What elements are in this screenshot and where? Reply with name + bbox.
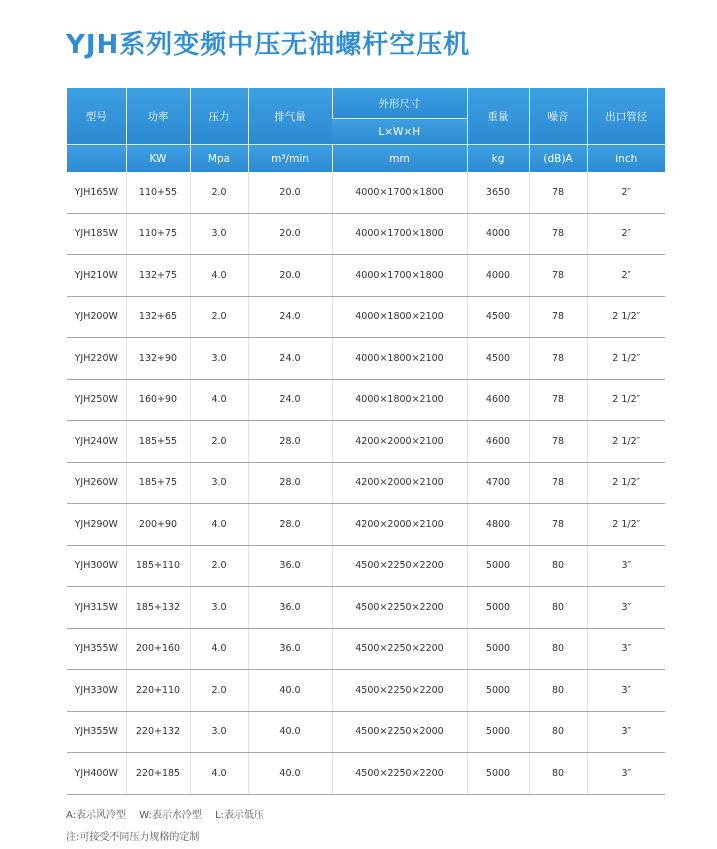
- cell-outlet: 3″: [587, 753, 665, 795]
- unit-weight: kg: [467, 145, 529, 173]
- cell-power: 132+65: [126, 296, 190, 338]
- cell-model: YJH260W: [67, 462, 126, 504]
- cell-power: 185+132: [126, 587, 190, 629]
- cell-air-delivery: 40.0: [248, 753, 332, 795]
- cell-dimensions: 4500×2250×2200: [332, 670, 467, 712]
- cell-air-delivery: 24.0: [248, 338, 332, 380]
- unit-model: [67, 145, 126, 173]
- cell-air-delivery: 24.0: [248, 379, 332, 421]
- cell-power: 200+160: [126, 628, 190, 670]
- cell-dimensions: 4000×1800×2100: [332, 296, 467, 338]
- table-row: [67, 587, 665, 629]
- cell-dimensions: 4200×2000×2100: [332, 421, 467, 463]
- cell-air-delivery: 20.0: [248, 172, 332, 213]
- units-row: [67, 145, 665, 173]
- unit-power: KW: [126, 145, 190, 173]
- cell-pressure: 3.0: [190, 338, 248, 380]
- cell-dimensions: 4500×2250×2000: [332, 711, 467, 753]
- cell-pressure: 3.0: [190, 462, 248, 504]
- cell-noise: 78: [529, 296, 587, 338]
- cell-air-delivery: 28.0: [248, 504, 332, 546]
- cell-outlet: 2″: [587, 255, 665, 297]
- cell-pressure: 4.0: [190, 255, 248, 297]
- header-pressure: 压力: [190, 88, 248, 145]
- cell-outlet: 3″: [587, 670, 665, 712]
- cell-pressure: 2.0: [190, 670, 248, 712]
- cell-model: YJH355W: [67, 628, 126, 670]
- cell-noise: 80: [529, 545, 587, 587]
- cell-noise: 80: [529, 753, 587, 795]
- cell-weight: 4700: [467, 462, 529, 504]
- cell-dimensions: 4000×1800×2100: [332, 338, 467, 380]
- table-row: [67, 504, 665, 546]
- cell-pressure: 4.0: [190, 628, 248, 670]
- cell-power: 132+75: [126, 255, 190, 297]
- cell-air-delivery: 40.0: [248, 670, 332, 712]
- cell-noise: 80: [529, 587, 587, 629]
- header-noise: 噪音: [529, 88, 587, 145]
- cell-power: 185+75: [126, 462, 190, 504]
- cell-weight: 4000: [467, 213, 529, 255]
- cell-dimensions: 4200×2000×2100: [332, 462, 467, 504]
- cell-model: YJH355W: [67, 711, 126, 753]
- page-title: YJH系列变频中压无油螺杆空压机: [66, 30, 471, 60]
- cell-weight: 4600: [467, 379, 529, 421]
- cell-model: YJH300W: [67, 545, 126, 587]
- cell-weight: 5000: [467, 711, 529, 753]
- cell-air-delivery: 20.0: [248, 213, 332, 255]
- cell-power: 110+75: [126, 213, 190, 255]
- cell-outlet: 2 1/2″: [587, 462, 665, 504]
- cell-weight: 5000: [467, 628, 529, 670]
- cell-weight: 4600: [467, 421, 529, 463]
- cell-dimensions: 4000×1700×1800: [332, 255, 467, 297]
- table-row: [67, 421, 665, 463]
- unit-dimensions: mm: [332, 145, 467, 173]
- cell-outlet: 3″: [587, 545, 665, 587]
- cell-weight: 5000: [467, 587, 529, 629]
- cell-weight: 5000: [467, 670, 529, 712]
- table-row: [67, 711, 665, 753]
- cell-model: YJH290W: [67, 504, 126, 546]
- legend-low-pressure: L:表示低压: [215, 810, 265, 821]
- cell-weight: 3650: [467, 172, 529, 213]
- cell-dimensions: 4000×1700×1800: [332, 213, 467, 255]
- cell-air-delivery: 24.0: [248, 296, 332, 338]
- header-outlet: 出口管径: [587, 88, 665, 145]
- cell-dimensions: 4500×2250×2200: [332, 545, 467, 587]
- cell-power: 160+90: [126, 379, 190, 421]
- cell-outlet: 3″: [587, 711, 665, 753]
- cell-model: YJH315W: [67, 587, 126, 629]
- legend-note: [66, 806, 274, 821]
- cell-dimensions: 4500×2250×2200: [332, 753, 467, 795]
- cell-air-delivery: 28.0: [248, 421, 332, 463]
- cell-noise: 78: [529, 421, 587, 463]
- cell-weight: 4500: [467, 296, 529, 338]
- cell-pressure: 3.0: [190, 587, 248, 629]
- cell-pressure: 2.0: [190, 421, 248, 463]
- header-power: 功率: [126, 88, 190, 145]
- cell-pressure: 4.0: [190, 504, 248, 546]
- table-row: [67, 296, 665, 338]
- cell-power: 220+185: [126, 753, 190, 795]
- table-row: [67, 545, 665, 587]
- table-header: [67, 88, 665, 172]
- cell-noise: 78: [529, 255, 587, 297]
- legend-air-cooled: A:表示风冷型: [66, 810, 127, 821]
- cell-pressure: 3.0: [190, 711, 248, 753]
- header-dimensions: 外形尺寸: [332, 88, 467, 119]
- cell-air-delivery: 36.0: [248, 628, 332, 670]
- cell-outlet: 2 1/2″: [587, 296, 665, 338]
- cell-model: YJH200W: [67, 296, 126, 338]
- cell-model: YJH400W: [67, 753, 126, 795]
- cell-dimensions: 4000×1700×1800: [332, 172, 467, 213]
- cell-model: YJH250W: [67, 379, 126, 421]
- cell-pressure: 2.0: [190, 296, 248, 338]
- cell-noise: 78: [529, 462, 587, 504]
- table-body: [67, 172, 665, 794]
- cell-model: YJH240W: [67, 421, 126, 463]
- table-row: [67, 462, 665, 504]
- cell-model: YJH330W: [67, 670, 126, 712]
- cell-air-delivery: 36.0: [248, 545, 332, 587]
- header-air-delivery: 排气量: [248, 88, 332, 145]
- cell-air-delivery: 20.0: [248, 255, 332, 297]
- cell-outlet: 2″: [587, 172, 665, 213]
- cell-power: 220+110: [126, 670, 190, 712]
- cell-pressure: 4.0: [190, 379, 248, 421]
- spec-table: [67, 88, 665, 795]
- cell-outlet: 3″: [587, 587, 665, 629]
- cell-power: 110+55: [126, 172, 190, 213]
- cell-outlet: 2 1/2″: [587, 379, 665, 421]
- table-row: [67, 670, 665, 712]
- unit-pressure: Mpa: [190, 145, 248, 173]
- cell-noise: 78: [529, 504, 587, 546]
- cell-power: 132+90: [126, 338, 190, 380]
- cell-weight: 5000: [467, 753, 529, 795]
- cell-weight: 5000: [467, 545, 529, 587]
- cell-noise: 80: [529, 670, 587, 712]
- cell-model: YJH210W: [67, 255, 126, 297]
- cell-model: YJH165W: [67, 172, 126, 213]
- cell-power: 200+90: [126, 504, 190, 546]
- table-row: [67, 628, 665, 670]
- cell-model: YJH220W: [67, 338, 126, 380]
- cell-weight: 4000: [467, 255, 529, 297]
- cell-outlet: 2″: [587, 213, 665, 255]
- unit-air-delivery: m³/min: [248, 145, 332, 173]
- cell-noise: 80: [529, 711, 587, 753]
- table-row: [67, 338, 665, 380]
- cell-noise: 78: [529, 213, 587, 255]
- cell-noise: 78: [529, 379, 587, 421]
- cell-air-delivery: 40.0: [248, 711, 332, 753]
- unit-noise: (dB)A: [529, 145, 587, 173]
- header-dimensions-sub: L×W×H: [332, 119, 467, 145]
- cell-outlet: 2 1/2″: [587, 421, 665, 463]
- cell-weight: 4800: [467, 504, 529, 546]
- cell-power: 185+110: [126, 545, 190, 587]
- cell-pressure: 4.0: [190, 753, 248, 795]
- cell-weight: 4500: [467, 338, 529, 380]
- cell-dimensions: 4000×1800×2100: [332, 379, 467, 421]
- cell-air-delivery: 36.0: [248, 587, 332, 629]
- unit-outlet: inch: [587, 145, 665, 173]
- table-row: [67, 172, 665, 213]
- cell-noise: 78: [529, 172, 587, 213]
- cell-pressure: 2.0: [190, 172, 248, 213]
- cell-model: YJH185W: [67, 213, 126, 255]
- header-model: 型号: [67, 88, 126, 145]
- remark-note: 注:可接受不同压力规格的定制: [66, 832, 200, 843]
- cell-noise: 78: [529, 338, 587, 380]
- table-row: [67, 753, 665, 795]
- cell-dimensions: 4500×2250×2200: [332, 587, 467, 629]
- table-row: [67, 255, 665, 297]
- table-row: [67, 379, 665, 421]
- cell-power: 185+55: [126, 421, 190, 463]
- cell-noise: 80: [529, 628, 587, 670]
- cell-pressure: 2.0: [190, 545, 248, 587]
- cell-outlet: 2 1/2″: [587, 338, 665, 380]
- cell-pressure: 3.0: [190, 213, 248, 255]
- cell-dimensions: 4200×2000×2100: [332, 504, 467, 546]
- cell-power: 220+132: [126, 711, 190, 753]
- cell-outlet: 2 1/2″: [587, 504, 665, 546]
- cell-outlet: 3″: [587, 628, 665, 670]
- legend-water-cooled: W:表示水冷型: [139, 810, 202, 821]
- table-row: [67, 213, 665, 255]
- cell-air-delivery: 28.0: [248, 462, 332, 504]
- header-weight: 重量: [467, 88, 529, 145]
- cell-dimensions: 4500×2250×2200: [332, 628, 467, 670]
